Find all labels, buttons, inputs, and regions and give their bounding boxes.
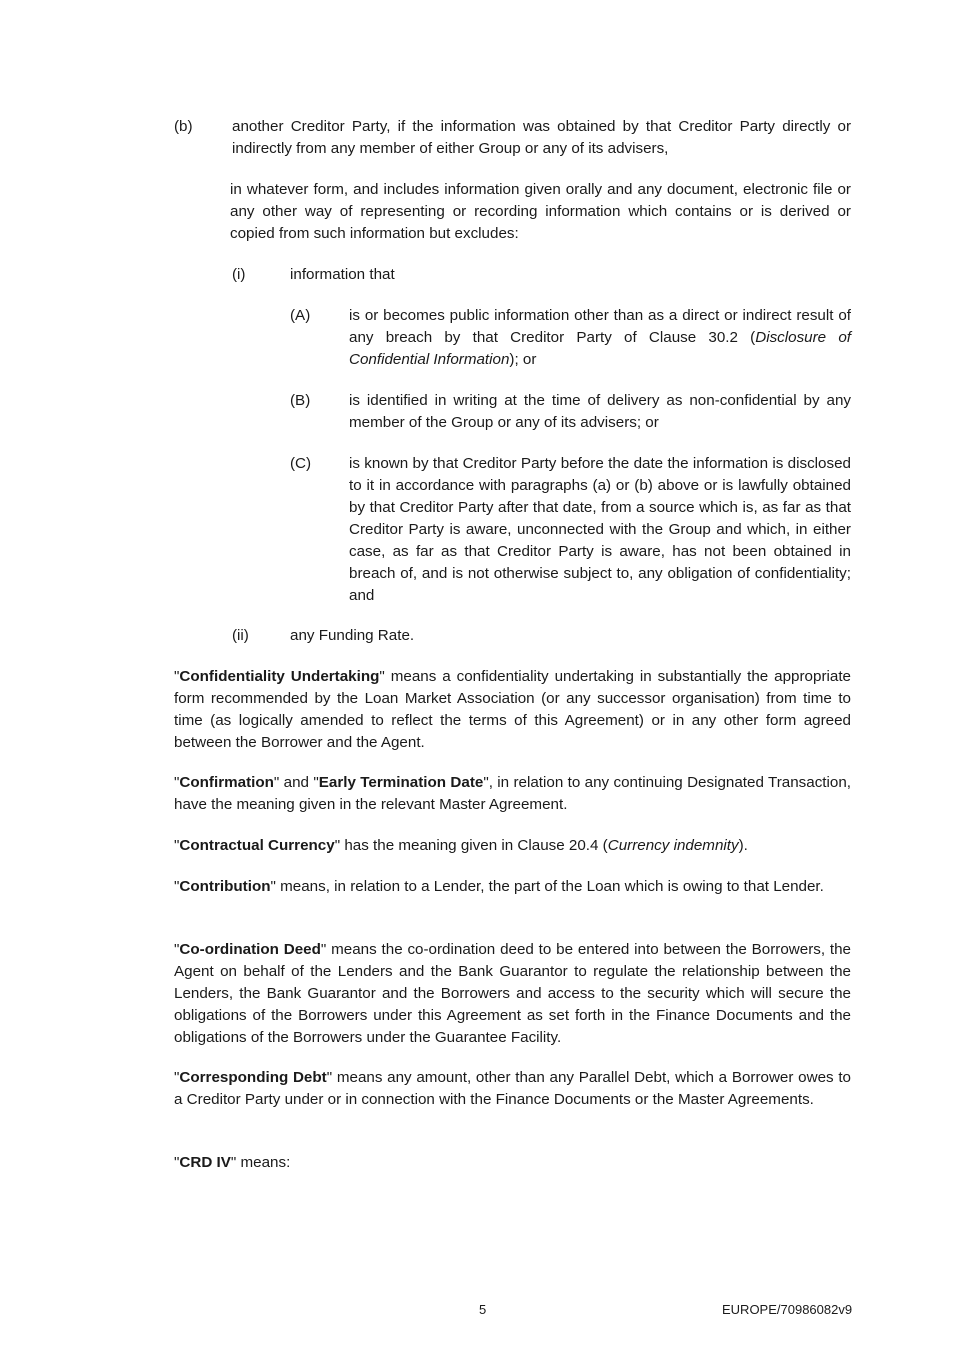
definition-coordination-deed: "Co-ordination Deed" means the co-ordination deed to be entered into between the Borrowers, the Agent on behalf of the Lenders and the Bank Guarantor to regulate the relationship between the Lenders, the Bank Guarantor and the Borrowers and access to the security which will secure the obligations of the Borrowers under this Agreement as set forth in the Finance Documents and the obligations of the Borrowers under the Guarantee Facility.	[174, 941, 851, 1046]
sub-i-label: (i)	[232, 266, 246, 283]
defined-term: CRD IV	[179, 1154, 231, 1171]
item-b-text: another Creditor Party, if the information was obtained by that Creditor Party directly or indirectly from any member of either Group or any of its advisers,	[232, 118, 851, 157]
defined-term: Co-ordination Deed	[179, 941, 321, 958]
sub-B-label: (B)	[290, 392, 311, 409]
defined-term: Contribution	[179, 878, 271, 895]
sub-C-text: is known by that Creditor Party before the date the information is disclosed to it in accordance with paragraphs (a) or (b) above or is lawfully obtained by that Creditor Party after that date, from a source which is, as far as that Creditor Party is aware, unconnected with the Group and which, in either case, as far as that Creditor Party is aware, has not been obtained in breach of, and is not otherwise subject to, any obligation of confidentiality; and	[349, 455, 851, 604]
page-number: 5	[479, 1302, 487, 1317]
continuation-paragraph: in whatever form, and includes information given orally and any document, electronic file or any other way of representing or recording information which contains or is derived or copied from such information but excludes:	[230, 181, 851, 242]
definition-crd-iv: "CRD IV" means:	[174, 1154, 291, 1171]
defined-term: Confirmation	[179, 774, 274, 791]
defined-term: Corresponding Debt	[179, 1069, 327, 1086]
sub-ii-label: (ii)	[232, 627, 249, 644]
defined-term: Contractual Currency	[179, 837, 335, 854]
sub-C-label: (C)	[290, 455, 312, 472]
definition-contractual-currency: "Contractual Currency" has the meaning given in Clause 20.4 (Currency indemnity).	[174, 837, 748, 854]
defined-term: Early Termination Date	[318, 774, 484, 791]
definition-confidentiality-undertaking: "Confidentiality Undertaking" means a confidentiality undertaking in substantially the appropriate form recommended by the Loan Market Association (or any successor organisation) from time to time (as logically amended to reflect the terms of this Agreement) or in any other form agreed between the Borrower and the Agent.	[174, 668, 851, 751]
sub-B-text: is identified in writing at the time of delivery as non-confidential by any member of the Group or any of its advisers; or	[349, 392, 851, 431]
sub-A-label: (A)	[290, 307, 311, 324]
document-reference: EUROPE/70986082v9	[722, 1302, 853, 1317]
defined-term: Confidentiality Undertaking	[179, 668, 380, 685]
sub-A-text: is or becomes public information other than as a direct or indirect result of any breach by that Creditor Party of Clause 30.2 (Disclosure of Confidential Information); or	[349, 307, 852, 368]
item-b-label: (b)	[174, 118, 193, 135]
sub-i-text: information that	[290, 266, 395, 283]
sub-ii-text: any Funding Rate.	[290, 627, 415, 644]
definition-corresponding-debt: "Corresponding Debt" means any amount, other than any Parallel Debt, which a Borrower owes to a Creditor Party under or in connection with the Finance Documents or the Master Agreements.	[174, 1069, 851, 1108]
definition-confirmation: "Confirmation" and "Early Termination Date", in relation to any continuing Designated Transaction, have the meaning given in the relevant Master Agreement.	[174, 774, 851, 813]
definition-contribution: "Contribution" means, in relation to a Lender, the part of the Loan which is owing to that Lender.	[174, 878, 824, 895]
